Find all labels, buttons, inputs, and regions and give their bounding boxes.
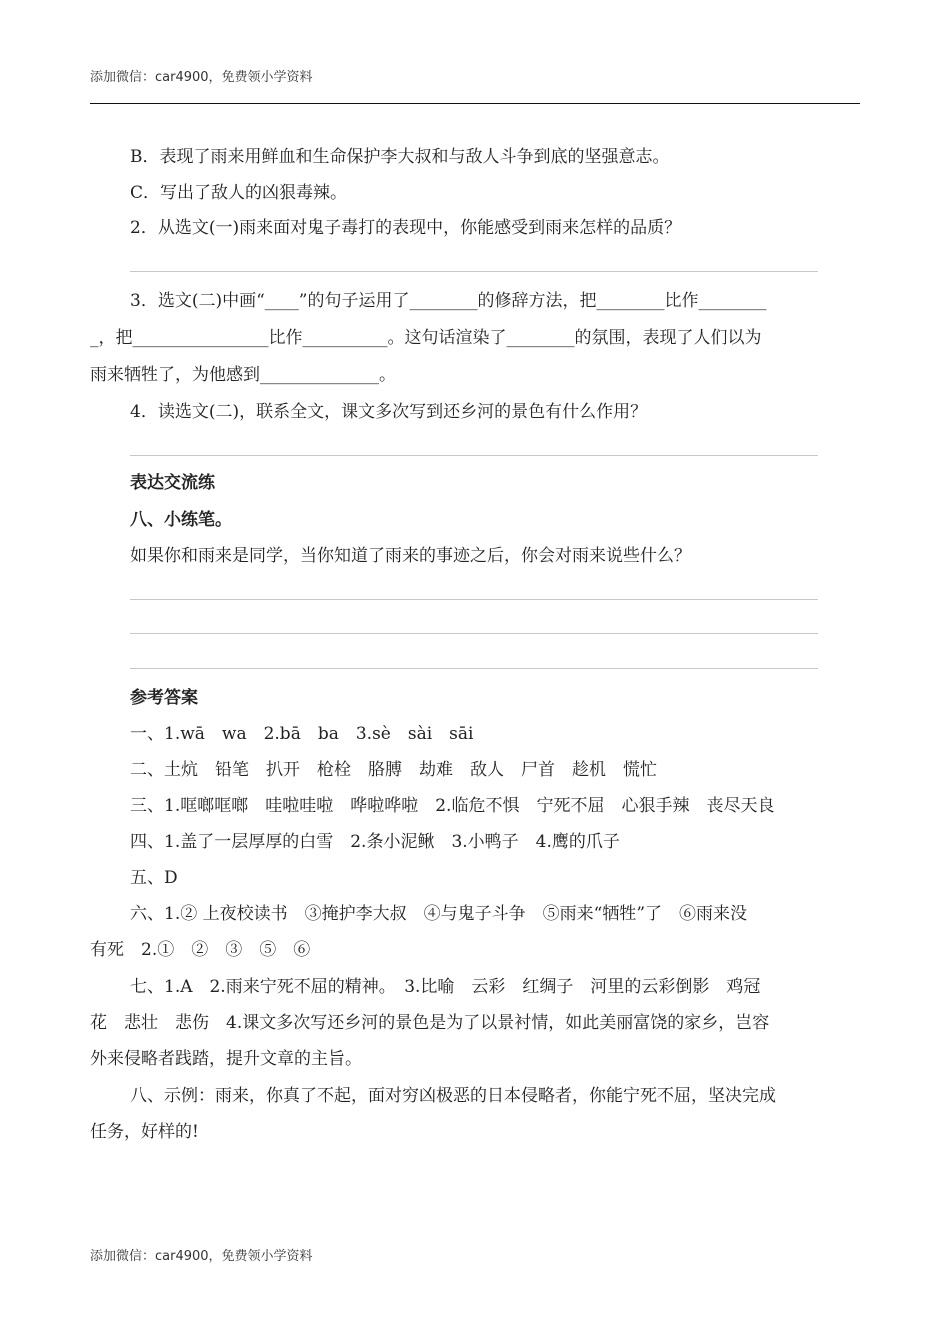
answer-line bbox=[130, 599, 818, 600]
answer-5: 五、D bbox=[130, 868, 178, 888]
answer-4: 四、1.盖了一层厚厚的白雪 2.条小泥鳅 3.小鸭子 4.鹰的爪子 bbox=[130, 832, 620, 852]
answer-line bbox=[130, 271, 818, 272]
page-header: 添加微信：car4900，免费领小学资料 bbox=[90, 70, 313, 85]
question-4: 4．读选文(二)，联系全文，课文多次写到还乡河的景色有什么作用？ bbox=[130, 402, 648, 422]
answer-line bbox=[130, 633, 818, 634]
answer-2: 二、土炕 铅笔 扒开 枪栓 胳膊 劫难 敌人 尸首 趁机 慌忙 bbox=[130, 760, 657, 780]
header-divider bbox=[90, 103, 860, 104]
section-subtitle: 八、小练笔。 bbox=[130, 510, 232, 530]
writing-prompt: 如果你和雨来是同学，当你知道了雨来的事迹之后，你会对雨来说些什么？ bbox=[130, 546, 691, 566]
section-title: 表达交流练 bbox=[130, 473, 215, 493]
answers-title: 参考答案 bbox=[130, 688, 198, 708]
answer-1: 一、1.wā wa 2.bā ba 3.sè sài sāi bbox=[130, 724, 474, 744]
question-3-line-3: 雨来牺牲了，为他感到______________。 bbox=[90, 365, 396, 385]
option-c: C．写出了敌人的凶狠毒辣。 bbox=[130, 183, 348, 203]
answer-7-line-2: 花 悲壮 悲伤 4.课文多次写还乡河的景色是为了以景衬情，如此美丽富饶的家乡，岂容 bbox=[90, 1013, 770, 1033]
answer-line bbox=[130, 668, 818, 669]
answer-8-line-1: 八、示例：雨来，你真了不起，面对穷凶极恶的日本侵略者，你能宁死不屈，坚决完成 bbox=[130, 1086, 776, 1106]
question-3-line-1: 3．选文(二)中画“____”的句子运用了________的修辞方法，把________比作________ bbox=[130, 291, 767, 311]
page-footer: 添加微信：car4900，免费领小学资料 bbox=[90, 1249, 313, 1264]
question-2: 2．从选文(一)雨来面对鬼子毒打的表现中，你能感受到雨来怎样的品质？ bbox=[130, 218, 682, 238]
option-b: B．表现了雨来用鲜血和生命保护李大叔和与敌人斗争到底的坚强意志。 bbox=[130, 147, 670, 167]
answer-3: 三、1.哐啷哐啷 哇啦哇啦 哗啦哗啦 2.临危不惧 宁死不屈 心狠手辣 丧尽天良 bbox=[130, 796, 775, 816]
answer-7-line-3: 外来侵略者践踏，提升文章的主旨。 bbox=[90, 1049, 362, 1069]
answer-7-line-1: 七、1.A 2.雨来宁死不屈的精神。 3.比喻 云彩 红绸子 河里的云彩倒影 鸡冠 bbox=[130, 977, 761, 997]
answer-line bbox=[130, 455, 818, 456]
answer-6-line-1: 六、1.② 上夜校读书 ③掩护李大叔 ④与鬼子斗争 ⑤雨来“牺牲”了 ⑥雨来没 bbox=[130, 904, 748, 924]
answer-6-line-2: 有死 2.① ② ③ ⑤ ⑥ bbox=[90, 940, 311, 960]
question-3-line-2: _，把________________比作__________。这句话渲染了________的氛围，表现了人们以为 bbox=[90, 328, 762, 348]
answer-8-line-2: 任务，好样的! bbox=[90, 1122, 199, 1142]
